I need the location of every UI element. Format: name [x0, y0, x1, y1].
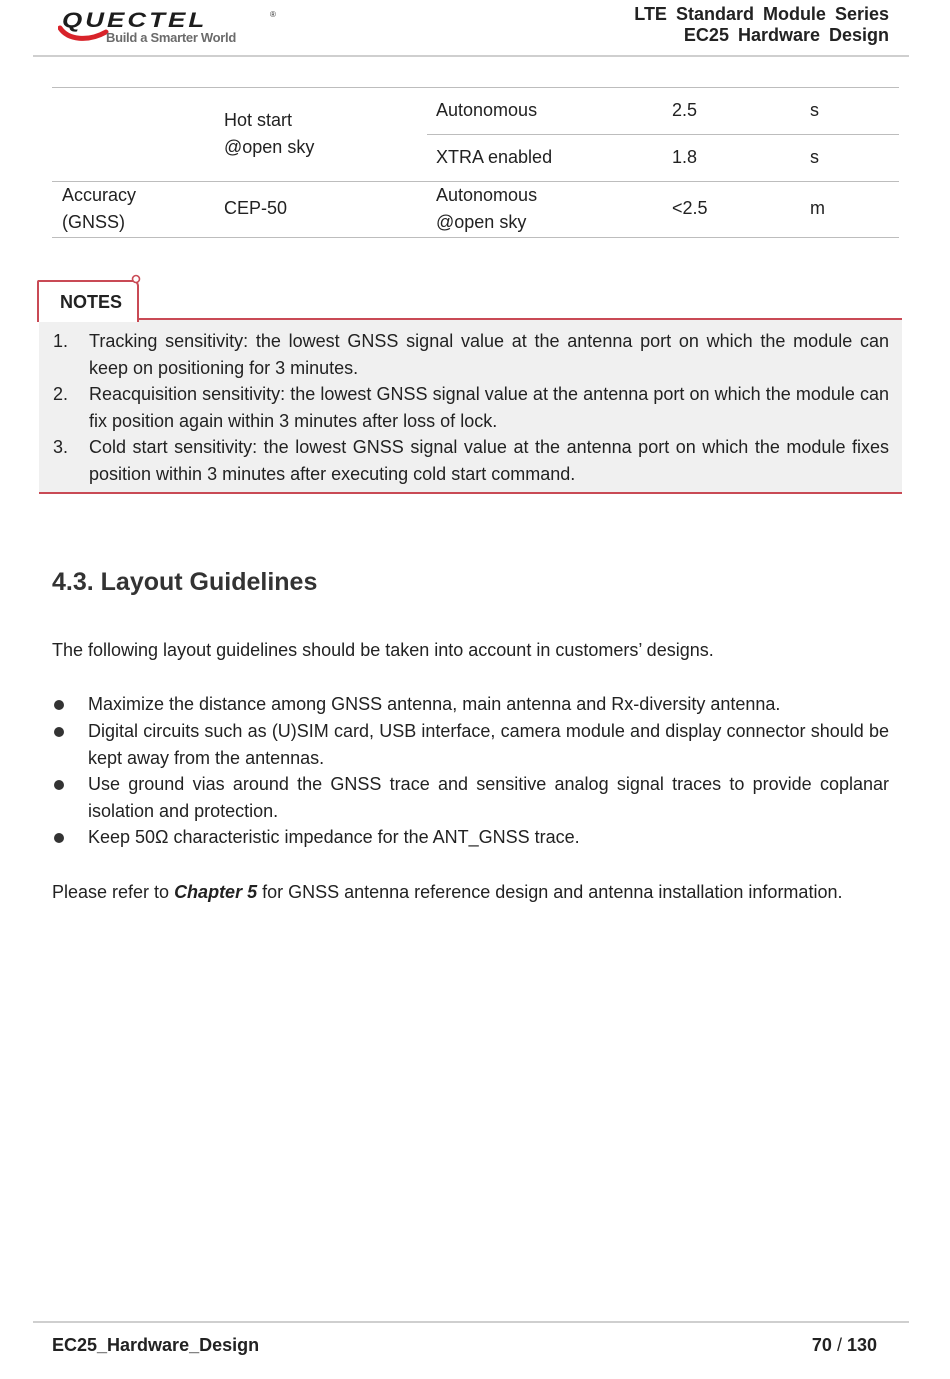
page-current: 70 — [811, 1335, 832, 1355]
note-number: 1. — [53, 331, 69, 351]
chapter-reference: Chapter 5 — [174, 882, 258, 902]
bullet-text: Digital circuits such as (U)SIM card, USB interface, camera module and display connector should be kept away from the antennas. — [88, 721, 889, 768]
page-number — [812, 1335, 877, 1356]
table-cell-unit: s — [810, 147, 819, 167]
scroll-curl-icon — [131, 274, 141, 284]
bullet-icon — [54, 833, 64, 843]
notes-tab — [37, 280, 139, 322]
table-cell-unit: s — [810, 100, 819, 120]
bullet-icon — [54, 780, 64, 790]
page-separator: / — [831, 1335, 847, 1355]
logo-wordmark: QUECTEL — [62, 8, 208, 32]
reference-text-before: Please refer to — [52, 882, 175, 902]
header-series: LTE Standard Module Series — [634, 4, 889, 24]
table-rule-top — [52, 87, 899, 88]
table-cell-value: <2.5 — [672, 198, 708, 218]
bullet-icon — [54, 700, 64, 710]
table-cell-mode: Autonomous @open sky — [436, 185, 538, 232]
table-cell-value: 1.8 — [672, 147, 698, 167]
page-total: 130 — [846, 1335, 877, 1355]
header-divider — [33, 55, 909, 57]
table-cell-condition: CEP-50 — [224, 198, 288, 218]
section-title: 4.3. Layout Guidelines — [52, 568, 318, 596]
footer-divider — [33, 1321, 909, 1323]
header-doc-title: EC25 Hardware Design — [683, 25, 889, 45]
table-cell-param: Accuracy (GNSS) — [62, 185, 137, 232]
logo-tagline: Build a Smarter World — [106, 30, 236, 45]
table-cell-mode: Autonomous — [436, 100, 538, 120]
bullet-text: Keep 50Ω characteristic impedance for the ANT_GNSS trace. — [88, 827, 580, 847]
note-text: Tracking sensitivity: the lowest GNSS signal value at the antenna port on which the module can keep on positioning for 3 minutes. — [89, 331, 889, 378]
note-text: Reacquisition sensitivity: the lowest GNSS signal value at the antenna port on which the module can fix position again within 3 minutes after loss of lock. — [89, 384, 889, 431]
reference-paragraph — [52, 879, 842, 906]
section-intro: The following layout guidelines should be taken into account in customers’ designs. — [52, 640, 714, 660]
notes-box — [39, 318, 902, 494]
logo-registered-mark: ® — [270, 10, 276, 19]
note-text: Cold start sensitivity: the lowest GNSS signal value at the antenna port on which the module fixes position within 3 minutes after executing cold start command. — [89, 437, 889, 484]
note-number: 3. — [53, 437, 69, 457]
table-cell-condition: Hot start @open sky — [224, 110, 315, 157]
table-cell-unit: m — [810, 198, 825, 218]
bullet-icon — [54, 727, 64, 737]
header-titles — [634, 4, 889, 46]
notes-label: NOTES — [60, 292, 123, 312]
table-cell-mode: XTRA enabled — [436, 147, 553, 167]
table-rule-bottom — [52, 237, 899, 238]
quectel-logo — [58, 8, 288, 48]
reference-text-after: for GNSS antenna reference design and antenna installation information. — [257, 882, 843, 902]
footer-doc-name: EC25_Hardware_Design — [52, 1335, 260, 1355]
bullet-text: Maximize the distance among GNSS antenna, main antenna and Rx-diversity antenna. — [88, 694, 781, 714]
table-cell-value: 2.5 — [672, 100, 698, 120]
bullet-text: Use ground vias around the GNSS trace and sensitive analog signal traces to provide coplanar isolation and protection. — [88, 774, 889, 821]
table-rule-inner — [427, 134, 899, 135]
note-number: 2. — [53, 384, 69, 404]
